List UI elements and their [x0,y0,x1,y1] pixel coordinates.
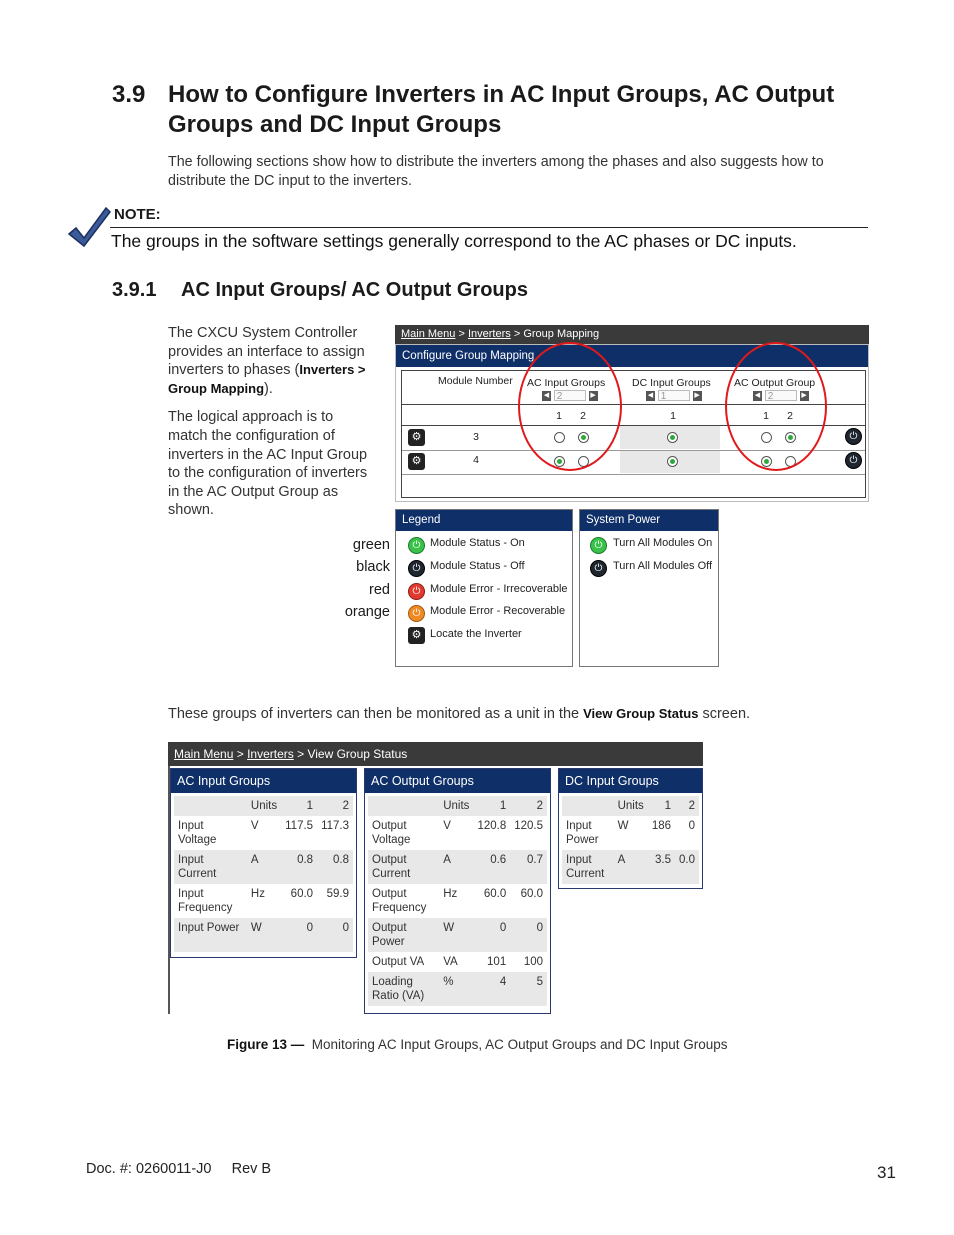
table-cell [368,796,439,816]
table-cell: 2 [317,796,353,816]
table-cell: 120.8 [477,820,507,832]
table-cell: Input Power [174,918,247,952]
decrement-icon[interactable]: ◀ [543,391,550,399]
increment-icon[interactable]: ▶ [694,391,700,399]
dc-input-groups-panel [558,768,703,889]
configure-panel-title: Configure Group Mapping [396,345,868,367]
section-number: 3.9 [112,81,146,108]
table-row [174,816,353,850]
color-label-black: black [356,559,390,576]
table-cell: 0 [317,918,353,952]
error-recoverable-icon: ⏻ [408,605,425,622]
table-cell: 5 [510,972,547,1006]
ac-input-groups-panel [170,768,357,958]
table-row [174,884,353,918]
locate-inverter-icon[interactable]: ⚙ [408,453,425,470]
table-header-row [174,796,353,816]
note-divider [110,227,868,228]
table-cell: 1 [473,796,510,816]
breadcrumb-inverters[interactable]: Inverters [467,328,511,340]
table-cell: 0.6 [473,850,510,884]
table-cell: 0.0 [675,850,699,884]
table-row [368,918,547,952]
table-cell: 0.8 [281,850,317,884]
table-cell: Hz [443,888,458,900]
table-cell: VA [443,956,458,968]
table-row [368,884,547,918]
mid-text-b: screen. [698,706,751,722]
dc-in-radio-3-1[interactable] [667,432,678,443]
breadcrumb-main-menu[interactable]: Main Menu [174,747,234,761]
table-row [562,816,699,850]
dc-input-count-value[interactable]: 1 [658,390,690,401]
table-cell: 2 [510,796,547,816]
side-paragraph-1 [168,324,373,398]
power-off-icon[interactable]: ⏻ [845,428,862,445]
table-cell: Units [614,796,648,816]
ac-input-count-value[interactable]: 2 [554,390,586,401]
ac-output-groups-title: AC Output Groups [365,769,550,793]
module-number-3: 3 [473,431,479,443]
increment-icon[interactable]: ▶ [801,391,807,399]
table-cell: Input Current [174,850,247,884]
legend-item-locate: Locate the Inverter [430,628,522,640]
locate-inverter-icon: ⚙ [408,627,425,644]
table-cell: 60.0 [290,888,314,900]
group-status-intro [168,706,750,722]
table-cell: 0 [473,918,510,952]
table-cell: A [247,850,281,884]
mid-text-bold: View Group Status [583,706,699,721]
subsection-number: 3.9.1 [112,279,157,301]
table-header-row [562,796,699,816]
doc-number: Doc. #: 0260011-J0 Rev B [86,1161,272,1177]
table-cell: W [439,918,473,952]
module-number-4: 4 [473,454,479,466]
error-irrecoverable-icon: ⏻ [408,583,425,600]
table-cell: 186 [651,820,671,832]
table-cell: 0.7 [510,850,547,884]
dc-in-head-1: 1 [670,410,676,422]
table-cell: Output VA [372,956,425,968]
ac-output-groups-panel [364,768,551,1014]
table-cell: 101 [487,956,507,968]
section-intro: The following sections show how to distribute the inverters among the phases and also suggests how to distribute the DC input to the inverters. [168,154,824,189]
side-paragraph-2: The logical approach is to match the configuration of inverters in the AC Input Group to the configuration of inverters in the AC Output Group as shown. [168,409,368,519]
table-cell: Input Voltage [178,820,217,846]
group-status-screenshot [168,742,703,1014]
table-row [368,972,547,1006]
side-description [168,324,373,530]
table-cell: Input Power [566,820,599,846]
table-row [174,850,353,884]
color-label-orange: orange [344,603,390,620]
group-mapping-screenshot [395,325,869,667]
figure-label: Figure 13 — [227,1037,305,1052]
legend-item-off: Module Status - Off [430,560,525,572]
locate-inverter-icon[interactable]: ⚙ [408,429,425,446]
decrement-icon[interactable]: ◀ [754,391,761,399]
note-text: The groups in the software settings generally correspond to the AC phases or DC inputs. [111,231,797,251]
dc-input-groups-title: DC Input Groups [559,769,702,793]
side-p1-end: ). [264,380,273,397]
breadcrumb: Main Menu > Inverters > Group Mapping [395,325,869,344]
legend-item-irrecoverable: Module Error - Irrecoverable [430,583,568,595]
table-cell: W [617,820,629,832]
power-on-all-icon[interactable]: ⏻ [590,537,607,554]
table-cell: 117.3 [321,820,349,832]
table-cell: 120.5 [514,820,543,832]
table-cell: 59.9 [326,888,349,900]
table-row [174,918,353,952]
table-row [368,816,547,850]
page-number: 31 [877,1163,896,1182]
table-cell: 100 [523,956,543,968]
color-label-red: red [369,581,390,598]
table-cell [174,796,247,816]
table-cell: 0 [281,918,317,952]
table-cell: Input Frequency [178,888,233,914]
table-cell: Output Power [368,918,439,952]
section-title-line1: How to Configure Inverters in AC Input Groups, AC Output [168,81,835,108]
note-label: NOTE: [114,206,161,223]
table-cell: Hz [250,888,265,900]
section-title-line2: Groups and DC Input Groups [168,111,502,138]
table-cell: Output Voltage [372,820,411,846]
side-p1-text: The CXCU System Controller provides an interface to assign inverters to phases ( [168,325,365,379]
table-cell: 1 [281,796,317,816]
legend-panel [395,509,573,667]
turn-all-on-label[interactable]: Turn All Modules On [613,537,713,549]
ac-output-table [368,796,547,1006]
table-cell: Output Current [368,850,439,884]
table-cell: 0 [688,820,695,832]
dc-input-table [562,796,699,884]
col-ac-input-groups: AC Input Groups [527,377,606,389]
table-cell: W [247,918,281,952]
breadcrumb-current: Group Mapping [523,328,600,340]
table-cell [562,796,614,816]
table-cell: 0.8 [317,850,353,884]
system-power-panel [579,509,719,667]
legend-item-recoverable: Module Error - Recoverable [430,605,566,617]
ac-input-table [174,796,353,952]
table-header-row [368,796,547,816]
table-cell: A [439,850,473,884]
status-off-icon: ⏻ [408,560,425,577]
increment-icon[interactable]: ▶ [590,391,596,399]
table-cell: Units [247,796,281,816]
table-cell: 1 [648,796,675,816]
legend-title: Legend [396,510,572,531]
table-cell: Loading Ratio (VA) [368,972,439,1006]
col-dc-input-groups: DC Input Groups [632,377,711,389]
table-cell: 4 [473,972,510,1006]
table-cell: A [614,850,648,884]
power-off-all-icon[interactable]: ⏻ [590,560,607,577]
dc-input-count-spinner[interactable] [646,390,702,402]
legend-color-labels [320,534,390,623]
table-row [562,850,699,884]
table-cell: 0 [510,918,547,952]
section-heading [112,80,882,140]
ac-out-head-2: 2 [787,410,793,422]
subsection-title: AC Input Groups/ AC Output Groups [181,279,528,301]
legend-item-on: Module Status - On [430,537,525,549]
mid-text-a: These groups of inverters can then be monitored as a unit in the [168,706,584,722]
ac-in-head-1: 1 [556,410,562,422]
table-cell: V [443,820,451,832]
breadcrumb-inverters[interactable]: Inverters [247,747,294,761]
ac-out-head-1: 1 [763,410,769,422]
figure-caption [227,1037,728,1052]
table-cell: Input Current [562,850,614,884]
table-cell: 2 [675,796,699,816]
highlight-circle-ac-input [518,342,622,471]
breadcrumb-current: View Group Status [307,747,408,761]
table-cell: 117.5 [285,820,314,832]
table-cell: 60.0 [483,888,507,900]
power-off-icon[interactable]: ⏻ [845,452,862,469]
ac-output-count-value[interactable]: 2 [765,390,797,401]
checkmark-icon [66,204,112,248]
table-cell: Output Frequency [372,888,427,914]
side-p1-bold: Inverters > Group Mapping [168,362,366,396]
table-cell: 60.0 [520,888,543,900]
ac-input-groups-title: AC Input Groups [171,769,356,793]
highlight-circle-ac-output [725,342,827,471]
status-on-icon: ⏻ [408,537,425,554]
turn-all-off-label[interactable]: Turn All Modules Off [613,560,713,572]
status-breadcrumb: Main Menu > Inverters > View Group Status [168,742,703,766]
table-row [368,850,547,884]
col-ac-output-group: AC Output Group [734,377,816,389]
subsection-heading [112,279,528,302]
table-cell: % [439,972,473,1006]
col-module-number: Module Number [438,375,513,387]
ac-in-head-2: 2 [580,410,586,422]
table-cell: V [250,820,259,832]
system-power-title: System Power [580,510,718,531]
table-cell: Units [439,796,473,816]
table-cell: 3.5 [648,850,675,884]
table-row [368,952,547,972]
breadcrumb-main-menu[interactable]: Main Menu [401,328,456,340]
dc-in-radio-4-1[interactable] [667,456,678,467]
color-label-green: green [352,537,390,553]
figure-text: Monitoring AC Input Groups, AC Output Groups and DC Input Groups [311,1037,728,1052]
decrement-icon[interactable]: ◀ [647,391,654,399]
